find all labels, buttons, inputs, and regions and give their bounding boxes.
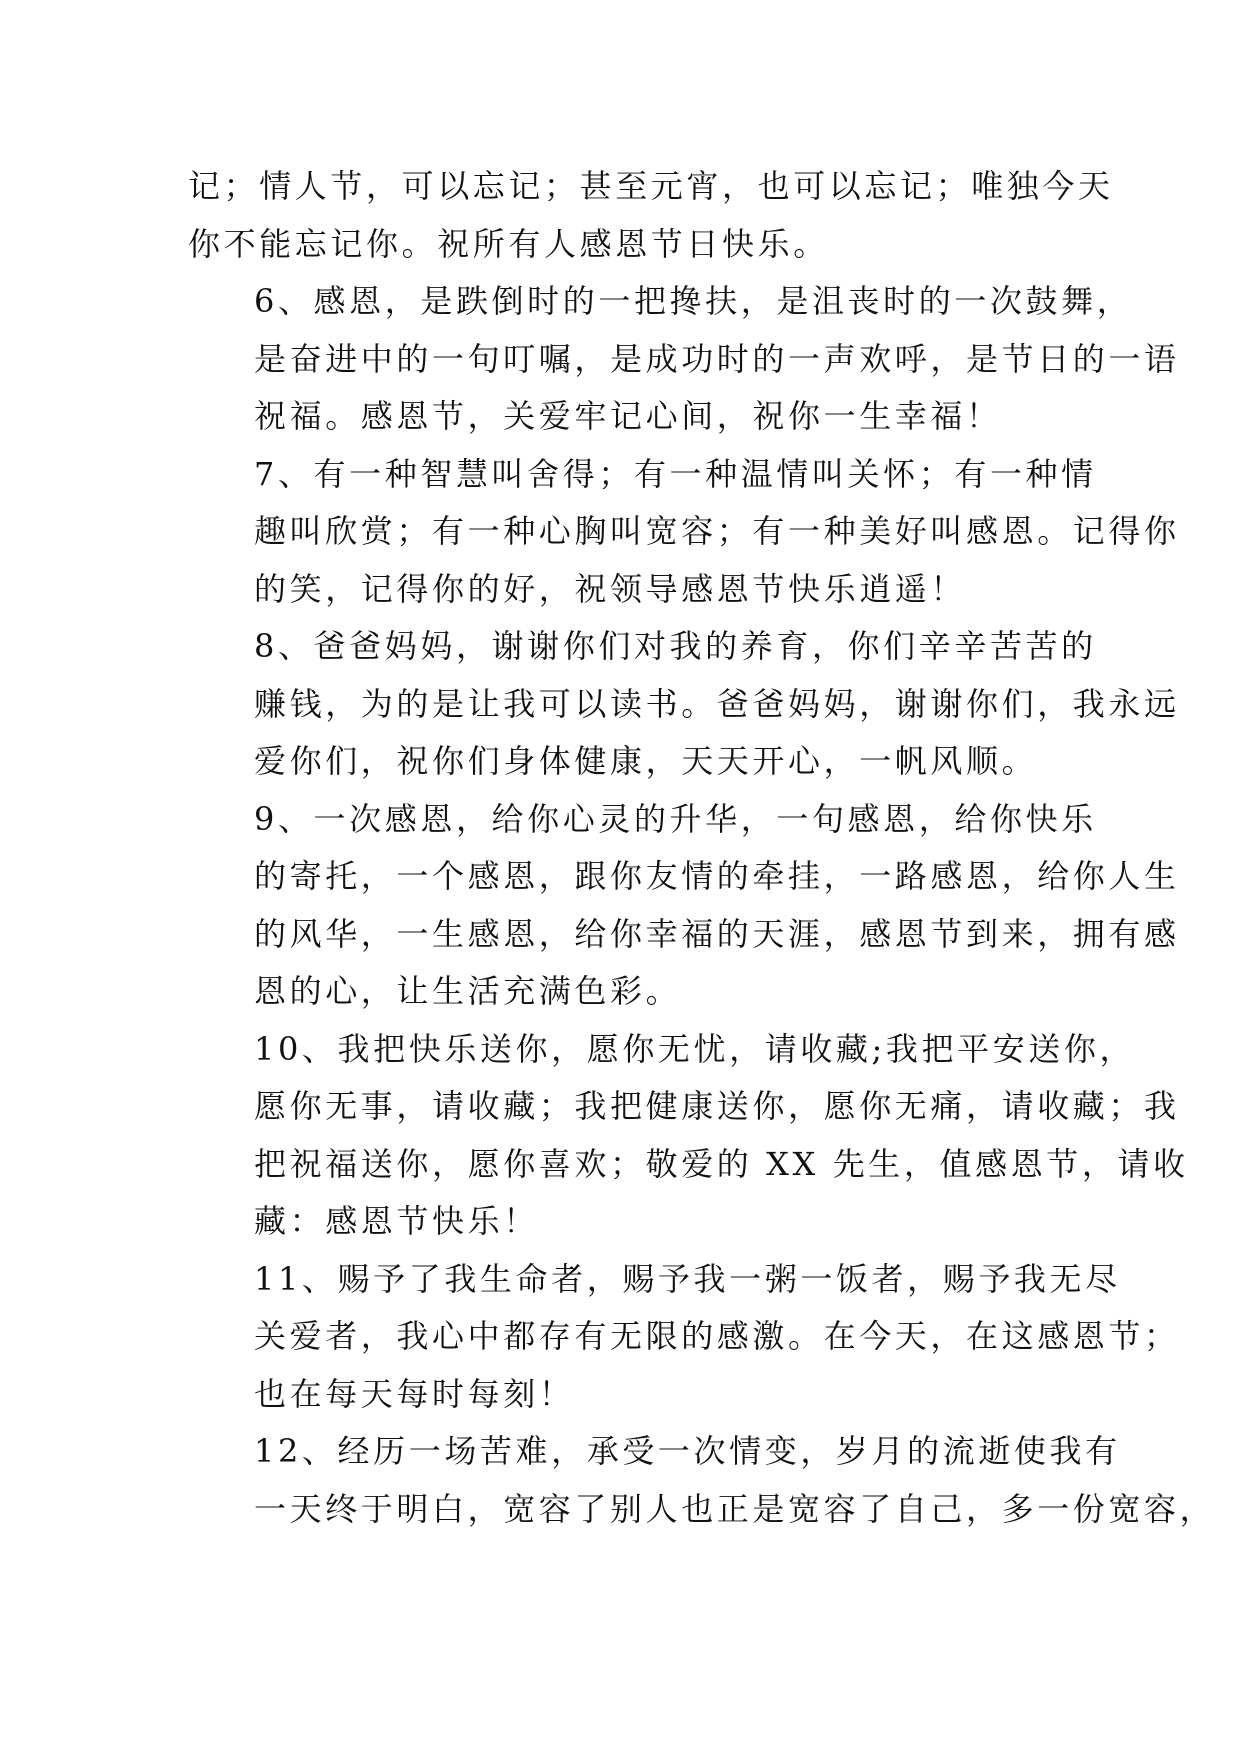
text-line: 记；情人节，可以忘记；甚至元宵，也可以忘记；唯独今天	[188, 167, 1114, 205]
text-line: 恩的心，让生活充满色彩。	[254, 972, 682, 1010]
paragraph-continuation	[188, 158, 1114, 273]
text-line: 12、经历一场苦难，承受一次情变，岁月的流逝使我有	[254, 1432, 1121, 1470]
text-line: 赚钱，为的是让我可以读书。爸爸妈妈，谢谢你们，我永远	[254, 684, 1180, 723]
paragraph-item-8	[188, 618, 1180, 791]
document-body	[188, 158, 1216, 1538]
text-line: 6、感恩，是跌倒时的一把搀扶，是沮丧时的一次鼓舞，	[254, 282, 1133, 320]
text-line: 9、一次感恩，给你心灵的升华，一句感恩，给你快乐	[254, 799, 1097, 838]
text-line: 是奋进中的一句叮嘱，是成功时的一声欢呼，是节日的一语	[254, 339, 1180, 378]
paragraph-item-10	[188, 1021, 1189, 1251]
text-line: 关爱者，我心中都存有无限的感激。在今天，在这感恩节；	[254, 1317, 1180, 1355]
text-line: 的寄托，一个感恩，跟你友情的牵挂，一路感恩，给你人生	[254, 857, 1180, 895]
text-line: 的风华，一生感恩，给你幸福的天涯，感恩节到来，拥有感	[254, 914, 1180, 953]
text-line: 爱你们，祝你们身体健康，天天开心，一帆风顺。	[254, 742, 1038, 780]
paragraph-item-11	[188, 1251, 1180, 1424]
text-line: 7、有一种智慧叫舍得；有一种温情叫关怀；有一种情	[254, 454, 1097, 493]
paragraph-item-9	[188, 791, 1180, 1021]
text-line: 一天终于明白，宽容了别人也正是宽容了自己，多一份宽容，	[254, 1489, 1216, 1528]
text-line: 10、我把快乐送你，愿你无忧，请收藏;我把平安送你，	[254, 1029, 1136, 1068]
text-line: 8、爸爸妈妈，谢谢你们对我的养育，你们辛辛苦苦的	[254, 627, 1097, 665]
text-line: 藏：感恩节快乐！	[254, 1202, 539, 1240]
text-line: 祝福。感恩节，关爱牢记心间，祝你一生幸福！	[254, 397, 1002, 435]
text-line: 你不能忘记你。祝所有人感恩节日快乐。	[188, 224, 829, 263]
text-line: 的笑，记得你的好，祝领导感恩节快乐逍遥！	[254, 569, 967, 608]
text-line: 愿你无事，请收藏；我把健康送你，愿你无痛，请收藏；我	[254, 1087, 1180, 1125]
paragraph-item-6	[188, 273, 1180, 446]
text-line: 也在每天每时每刻！	[254, 1374, 575, 1413]
paragraph-item-7	[188, 446, 1180, 619]
text-line: 把祝福送你，愿你喜欢；敬爱的 XX 先生，值感恩节，请收	[254, 1144, 1189, 1183]
text-line: 11、赐予了我生命者，赐予我一粥一饭者，赐予我无尽	[254, 1259, 1121, 1298]
text-line: 趣叫欣赏；有一种心胸叫宽容；有一种美好叫感恩。记得你	[254, 512, 1180, 550]
paragraph-item-12	[188, 1423, 1216, 1538]
